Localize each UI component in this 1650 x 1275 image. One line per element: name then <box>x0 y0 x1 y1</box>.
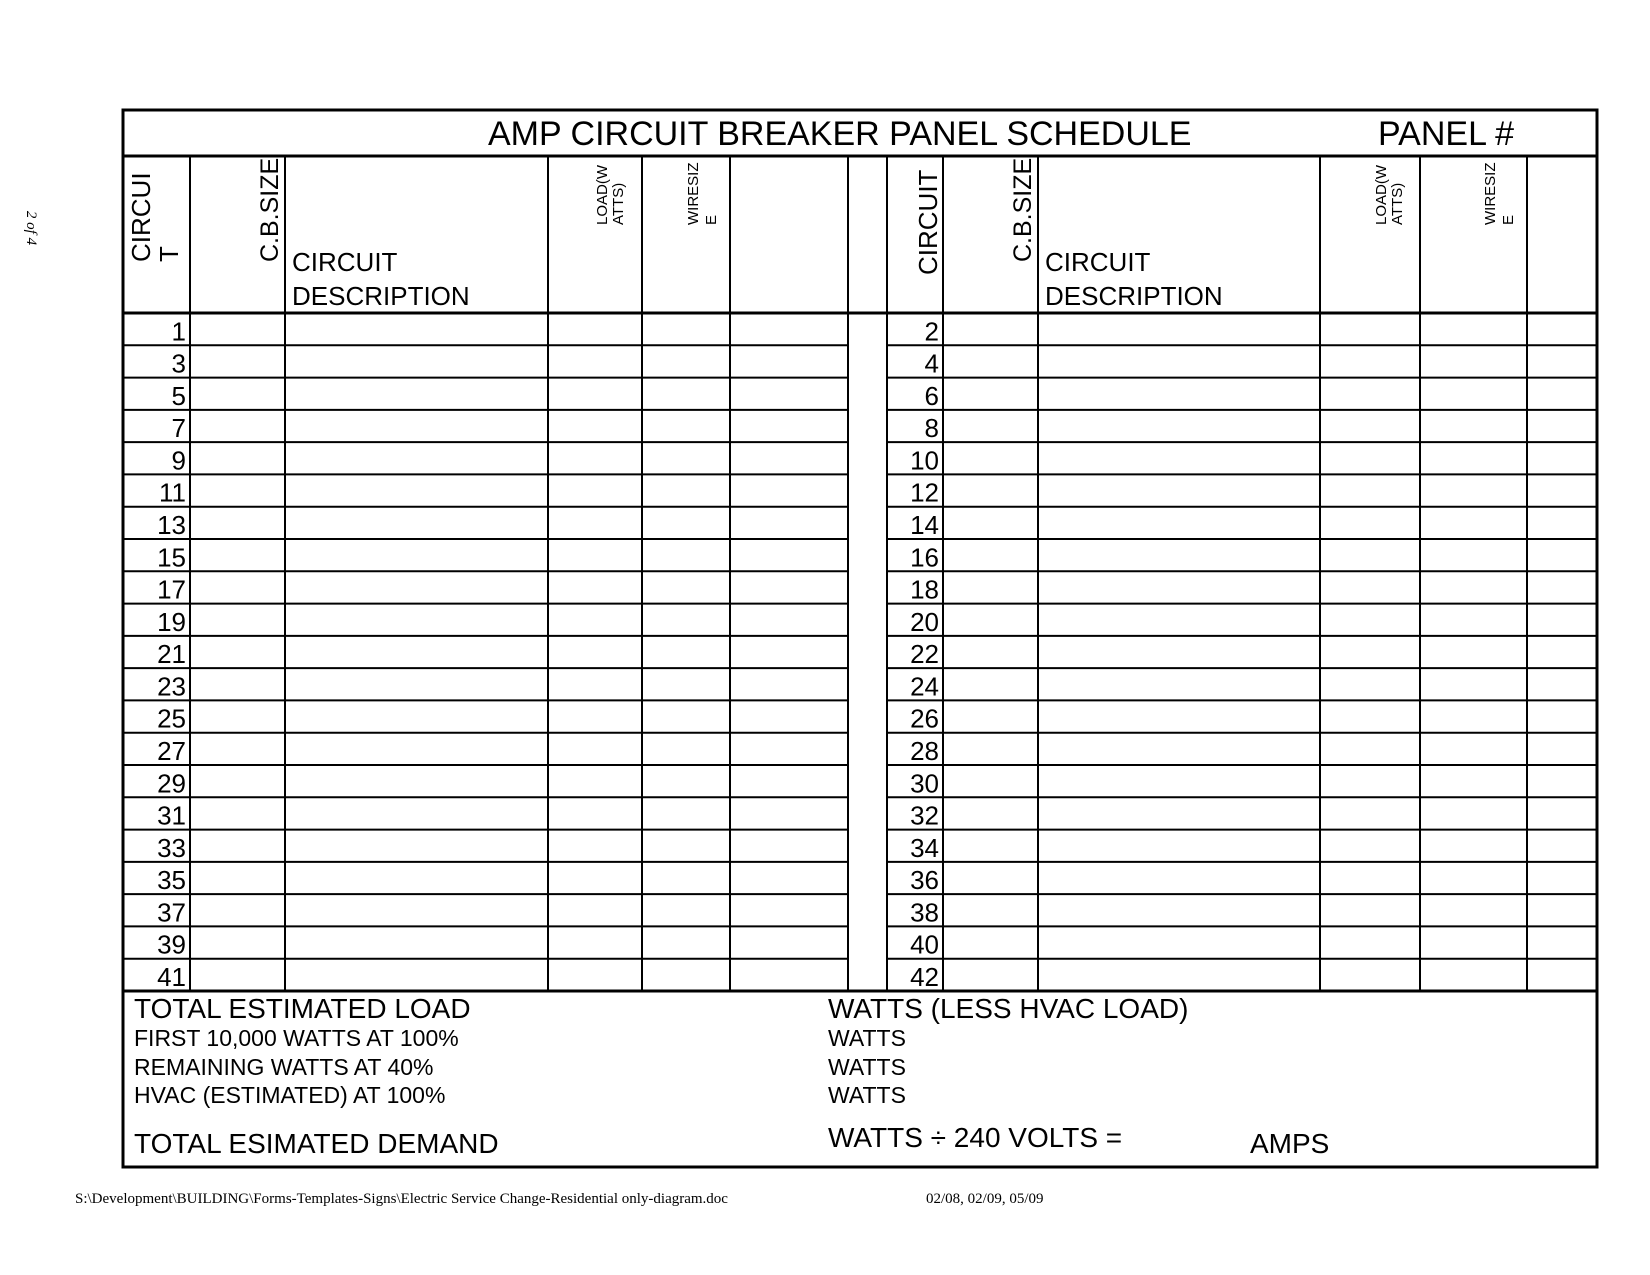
circuit-number-left: 5 <box>171 380 186 411</box>
circuit-number-left: 31 <box>157 800 186 831</box>
circuit-number-right: 38 <box>910 897 939 928</box>
total-estimated-load-label: TOTAL ESTIMATED LOAD <box>134 993 471 1024</box>
form-title: AMP CIRCUIT BREAKER PANEL SCHEDULE <box>488 115 1192 153</box>
right-header <box>913 158 1517 311</box>
page-number-label: 2 of 4 <box>23 210 39 246</box>
circuit-number-right: 30 <box>910 768 939 799</box>
circuit-number-right: 34 <box>910 832 939 863</box>
circuit-number-left: 17 <box>157 574 186 605</box>
circuit-number-right: 2 <box>924 316 939 347</box>
circuit-number-right: 10 <box>910 445 939 476</box>
watts-label-3: WATTS <box>828 1082 906 1108</box>
circuit-number-right: 40 <box>910 929 939 960</box>
circuit-header-left: CIRCUI T <box>126 172 184 262</box>
circuit-number-left: 19 <box>157 606 186 637</box>
row-lines <box>123 345 1597 958</box>
footer-file-path: S:\Development\BUILDING\Forms-Templates-Signs\Electric Service Change-Residential only-diagram.doc <box>75 1191 728 1207</box>
footer-dates: 02/08, 02/09, 05/09 <box>926 1191 1044 1207</box>
circuit-number-left: 23 <box>157 671 186 702</box>
total-demand-label: TOTAL ESIMATED DEMAND <box>134 1128 499 1159</box>
watts-volts-label: WATTS ÷ 240 VOLTS = <box>828 1122 1123 1153</box>
circuit-number-right: 36 <box>910 865 939 896</box>
circuit-number-left: 39 <box>157 929 186 960</box>
circuit-number-left: 9 <box>171 445 186 476</box>
cb-size-header-right: C.B.SIZE <box>1009 157 1037 262</box>
description-header-left: CIRCUIT DESCRIPTION <box>292 247 470 311</box>
load-header-left: LOAD(W ATTS) <box>594 165 627 225</box>
circuit-number-right: 26 <box>910 703 939 734</box>
circuit-number-right: 14 <box>910 510 939 540</box>
remaining-watts-label: REMAINING WATTS AT 40% <box>134 1054 434 1080</box>
left-header <box>126 158 720 311</box>
circuit-number-left: 37 <box>157 897 186 928</box>
circuit-number-left: 7 <box>171 413 186 444</box>
watts-label-1: WATTS <box>828 1025 906 1051</box>
circuit-number-left: 27 <box>157 736 186 766</box>
circuit-number-left: 29 <box>157 768 186 799</box>
circuit-number-right: 4 <box>924 348 939 379</box>
right-circuit-numbers <box>910 316 939 992</box>
summary-section <box>134 993 1329 1159</box>
load-header-right: LOAD(W ATTS) <box>1373 165 1406 225</box>
circuit-number-left: 41 <box>157 962 186 992</box>
watts-less-hvac-label: WATTS (LESS HVAC LOAD) <box>828 993 1189 1024</box>
circuit-number-left: 1 <box>171 316 186 347</box>
circuit-number-right: 12 <box>910 477 939 508</box>
amps-label: AMPS <box>1250 1128 1330 1159</box>
circuit-number-right: 24 <box>910 671 939 702</box>
hvac-label: HVAC (ESTIMATED) AT 100% <box>134 1082 446 1108</box>
wire-header-right: WIRESIZ E <box>1482 162 1517 225</box>
description-header-right: CIRCUIT DESCRIPTION <box>1045 247 1223 311</box>
left-circuit-numbers <box>157 316 186 992</box>
circuit-number-left: 33 <box>157 832 186 863</box>
circuit-number-left: 21 <box>157 639 186 670</box>
circuit-number-left: 3 <box>171 348 186 379</box>
circuit-number-left: 13 <box>157 510 186 540</box>
circuit-number-right: 28 <box>910 736 939 766</box>
circuit-number-right: 16 <box>910 542 939 573</box>
circuit-number-right: 8 <box>924 413 939 444</box>
first-10000-label: FIRST 10,000 WATTS AT 100% <box>134 1025 459 1051</box>
circuit-number-left: 11 <box>159 477 186 508</box>
circuit-number-right: 18 <box>910 574 939 605</box>
circuit-number-right: 22 <box>910 639 939 670</box>
circuit-number-right: 6 <box>924 380 939 411</box>
wire-header-left: WIRESIZ E <box>685 162 720 225</box>
circuit-header-right: CIRCUIT <box>913 169 943 275</box>
circuit-number-right: 42 <box>910 962 939 992</box>
circuit-number-right: 32 <box>910 800 939 831</box>
circuit-number-left: 25 <box>157 703 186 734</box>
circuit-number-left: 35 <box>157 865 186 896</box>
watts-label-2: WATTS <box>828 1054 906 1080</box>
circuit-number-left: 15 <box>157 542 186 573</box>
panel-number-label: PANEL # <box>1378 115 1515 153</box>
circuit-number-right: 20 <box>910 606 939 637</box>
cb-size-header-left: C.B.SIZE <box>256 157 284 262</box>
